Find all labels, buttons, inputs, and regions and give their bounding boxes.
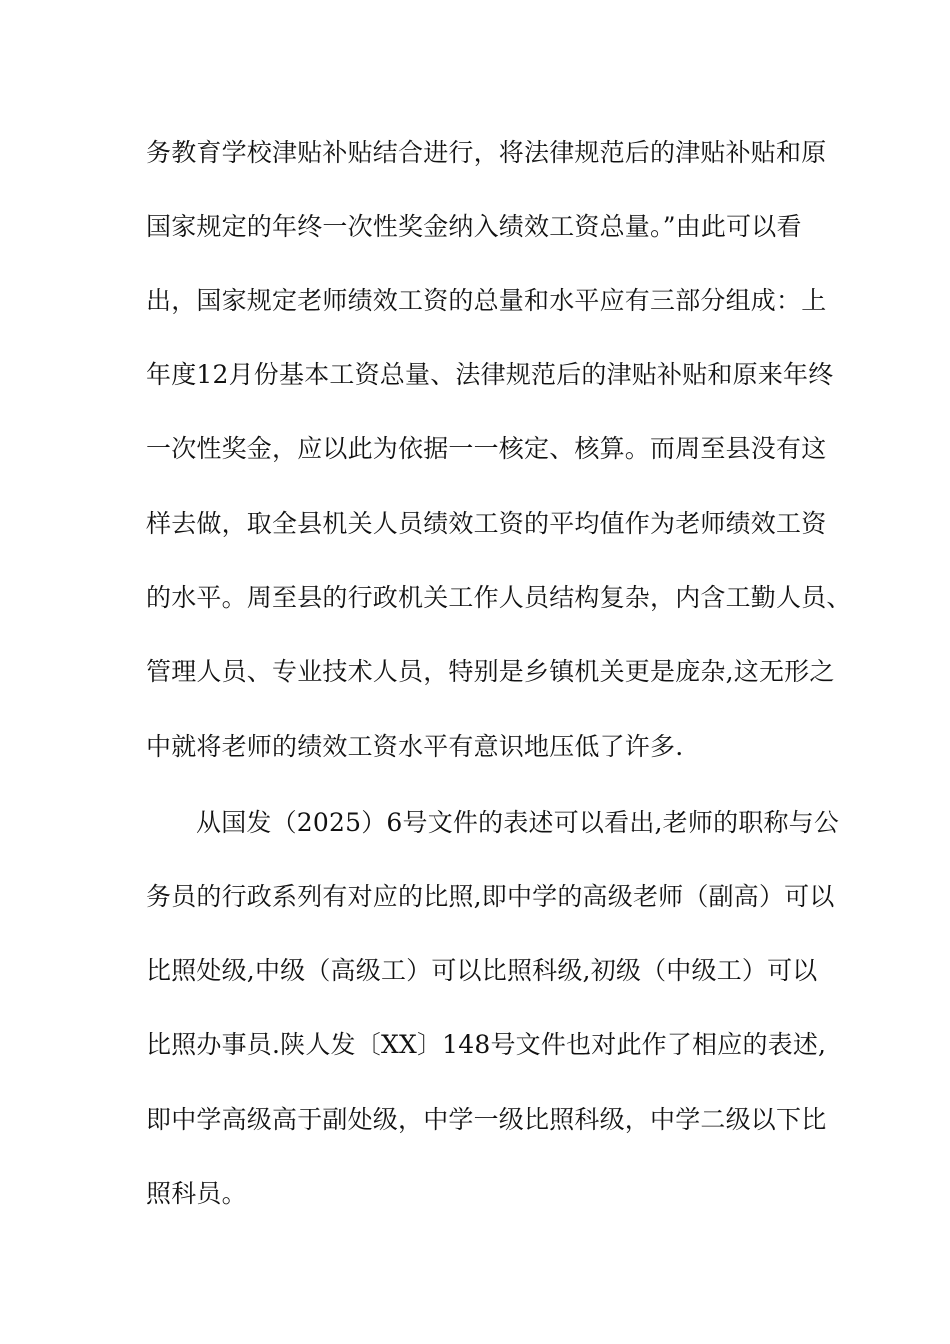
paragraph-line: 管理人员、专业技术人员，特别是乡镇机关更是庞杂,这无形之 [146,657,835,686]
paragraph-line: 国家规定的年终一次性奖金纳入绩效工资总量。”由此可以看 [146,212,802,241]
paragraph-line: 样去做，取全县机关人员绩效工资的平均值作为老师绩效工资 [146,509,827,538]
paragraph-line: 照科员。 [146,1179,247,1208]
paragraph-line: 比照处级,中级（高级工）可以比照科级,初级（中级工）可以 [146,956,818,985]
paragraph-line: 即中学高级高于副处级，中学一级比照科级，中学二级以下比 [146,1105,827,1134]
paragraph-line: 的水平。周至县的行政机关工作人员结构复杂，内含工勤人员、 [146,583,852,612]
paragraph-line: 一次性奖金，应以此为依据一一核定、核算。而周至县没有这 [146,434,827,463]
paragraph-line: 从国发（2025）6号文件的表述可以看出,老师的职称与公 [196,808,840,837]
paragraph-line: 年度12月份基本工资总量、法律规范后的津贴补贴和原来年终 [146,360,834,389]
paragraph-line: 中就将老师的绩效工资水平有意识地压低了许多. [146,732,684,761]
paragraph-line: 比照办事员.陕人发〔XX〕148号文件也对此作了相应的表述, [146,1030,827,1059]
paragraph-line: 务教育学校津贴补贴结合进行，将法律规范后的津贴补贴和原 [146,138,827,167]
paragraph-line: 出，国家规定老师绩效工资的总量和水平应有三部分组成：上 [146,286,827,315]
paragraph-line: 务员的行政系列有对应的比照,即中学的高级老师（副高）可以 [146,882,835,911]
